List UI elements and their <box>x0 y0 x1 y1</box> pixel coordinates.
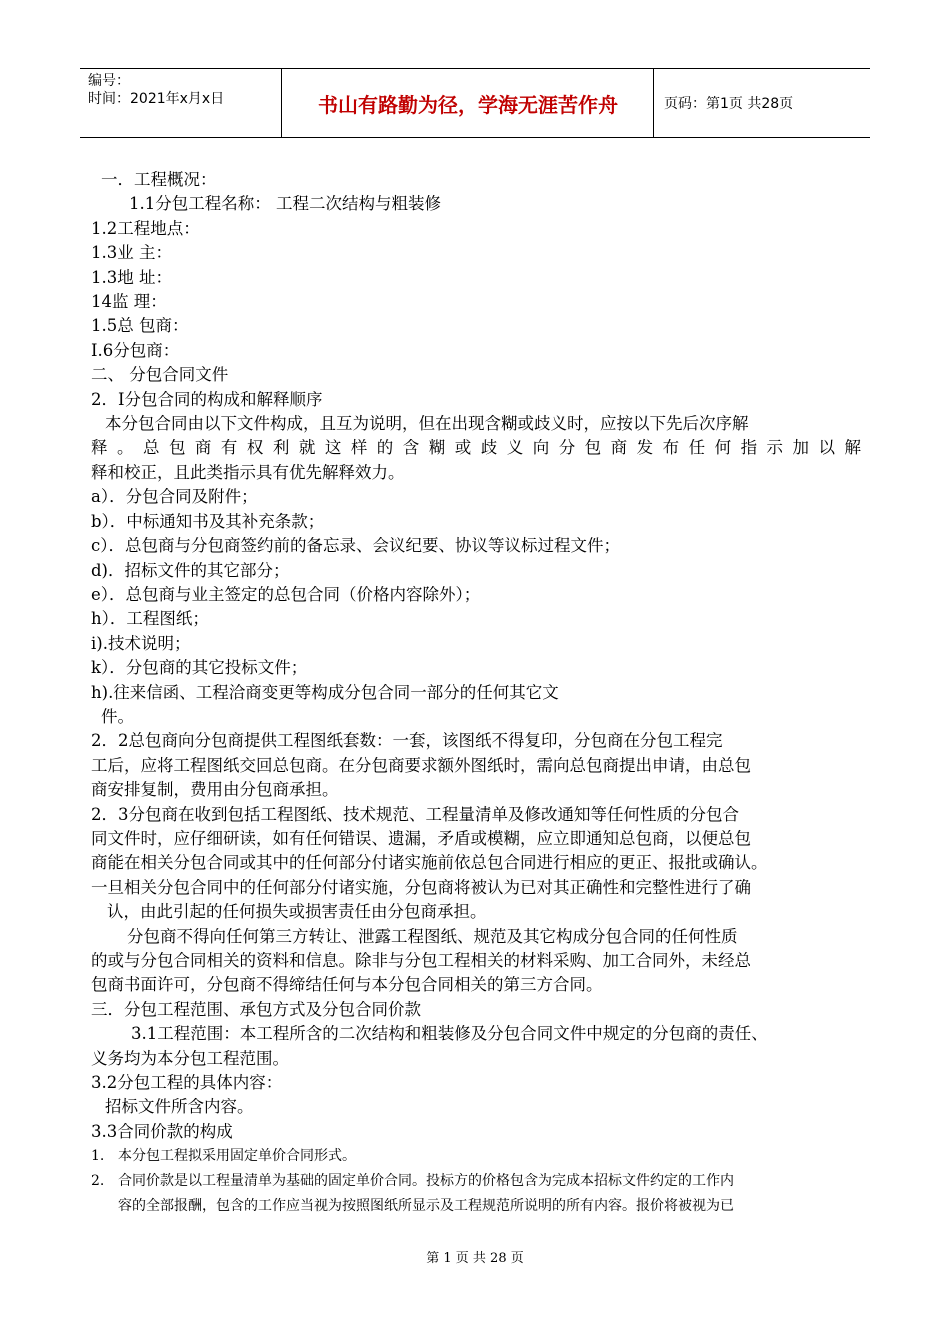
body-line: 招标文件所含内容。 <box>105 1097 254 1117</box>
document-number: 编号： <box>88 73 130 89</box>
numbered-item <box>91 1169 861 1194</box>
item-number: 2. <box>91 1173 105 1190</box>
section-heading: 三．分包工程范围、承包方式及分包合同价款 <box>91 999 421 1019</box>
page-footer: 第 1 页 共 28 页 <box>426 1251 524 1266</box>
body-line: 商安排复制，费用由分包商承担。 <box>91 780 339 800</box>
body-line: 14监 理： <box>91 292 167 312</box>
header-motto: 书山有路勤为径，学海无涯苦作舟 <box>283 69 654 137</box>
body-line: 3.3合同价款的构成 <box>91 1121 233 1141</box>
item-text: 本分包工程拟采用固定单价合同形式。 <box>118 1148 356 1165</box>
header-page-info: 页码：第1页 共28页 <box>664 96 794 112</box>
list-item: b）．中标通知书及其补充条款； <box>91 511 325 531</box>
list-item: a）．分包合同及附件； <box>91 487 258 507</box>
document-date: 时间：2021年x月x日 <box>88 91 225 107</box>
list-item: h).往来信函、工程洽商变更等构成分包合同一部分的任何其它文 <box>91 682 559 702</box>
body-line: 2．2总包商向分包商提供工程图纸套数：一套，该图纸不得复印，分包商在分包工程完 <box>91 731 723 751</box>
body-line: 2．I分包合同的构成和解释顺序 <box>91 389 323 409</box>
list-item: 件。 <box>101 706 134 726</box>
body-line: 1.3地 址： <box>91 267 172 287</box>
body-line: 1.3业 主： <box>91 243 172 263</box>
list-item: e）．总包商与业主签定的总包合同（价格内容除外）； <box>91 584 481 604</box>
body-line: 分包商不得向任何第三方转让、泄露工程图纸、规范及其它构成分包合同的任何性质 <box>127 926 738 946</box>
body-line: 一旦相关分包合同中的任何部分付诸实施，分包商将被认为已对其正确性和完整性进行了确 <box>91 877 751 897</box>
section-heading: 一．工程概况： <box>101 170 217 189</box>
body-line: 认，由此引起的任何损失或损害责任由分包商承担。 <box>107 902 487 922</box>
body-line: 3.2分包工程的具体内容： <box>91 1073 283 1093</box>
body-line: 1.5总 包商： <box>91 316 189 336</box>
document-body <box>91 168 861 1219</box>
item-continuation: 容的全部报酬，包含的工作应当视为按照图纸所显示及工程规范所说明的所有内容。报价将被视为已 <box>118 1198 734 1215</box>
body-line: 包商书面许可，分包商不得缔结任何与本分包合同相关的第三方合同。 <box>91 975 603 995</box>
item-text: 合同价款是以工程量清单为基础的固定单价合同。投标方的价格包含为完成本招标文件约定的工作内 <box>118 1173 734 1190</box>
body-line: 1.1分包工程名称： 工程二次结构与粗装修 <box>129 194 441 214</box>
header-meta <box>80 69 282 137</box>
list-item: i).技术说明； <box>91 633 191 653</box>
body-line: 释。总包商有权利就这样的含糊或歧义向分包商发布任何指示加以解 <box>91 438 861 458</box>
body-line: 释和校正，且此类指示具有优先解释效力。 <box>91 462 405 482</box>
list-item: d)．招标文件的其它部分； <box>91 560 290 580</box>
list-item: k）．分包商的其它投标文件； <box>91 658 308 678</box>
numbered-item <box>91 1144 861 1169</box>
body-line: 2．3分包商在收到包括工程图纸、技术规范、工程量清单及修改通知等任何性质的分包合 <box>91 804 739 824</box>
body-line: I.6分包商： <box>91 340 180 360</box>
body-line: 3.1工程范围：本工程所含的二次结构和粗装修及分包合同文件中规定的分包商的责任、 <box>131 1024 768 1044</box>
list-item: h）．工程图纸； <box>91 609 209 629</box>
page-header <box>80 68 870 138</box>
body-line: 的或与分包合同相关的资料和信息。除非与分包工程相关的材料采购、加工合同外，未经总 <box>91 951 751 970</box>
body-line: 义务均为本分包工程范围。 <box>91 1048 289 1068</box>
body-line: 同文件时，应仔细研读，如有任何错误、遗漏，矛盾或模糊，应立即通知总包商，以便总包 <box>91 828 751 848</box>
body-line: 工后，应将工程图纸交回总包商。在分包商要求额外图纸时，需向总包商提出申请，由总包 <box>91 755 751 775</box>
section-heading: 二、 分包合同文件 <box>91 365 229 385</box>
body-line: 本分包合同由以下文件构成，且互为说明，但在出现含糊或歧义时，应按以下先后次序解 <box>105 414 749 434</box>
list-item: c）．总包商与分包商签约前的备忘录、会议纪要、协议等议标过程文件； <box>91 536 620 556</box>
body-line: 1.2工程地点： <box>91 218 200 238</box>
item-number: 1. <box>91 1148 105 1165</box>
body-line: 商能在相关分包合同或其中的任何部分付诸实施前依总包合同进行相应的更正、报批或确认。 <box>91 853 768 873</box>
